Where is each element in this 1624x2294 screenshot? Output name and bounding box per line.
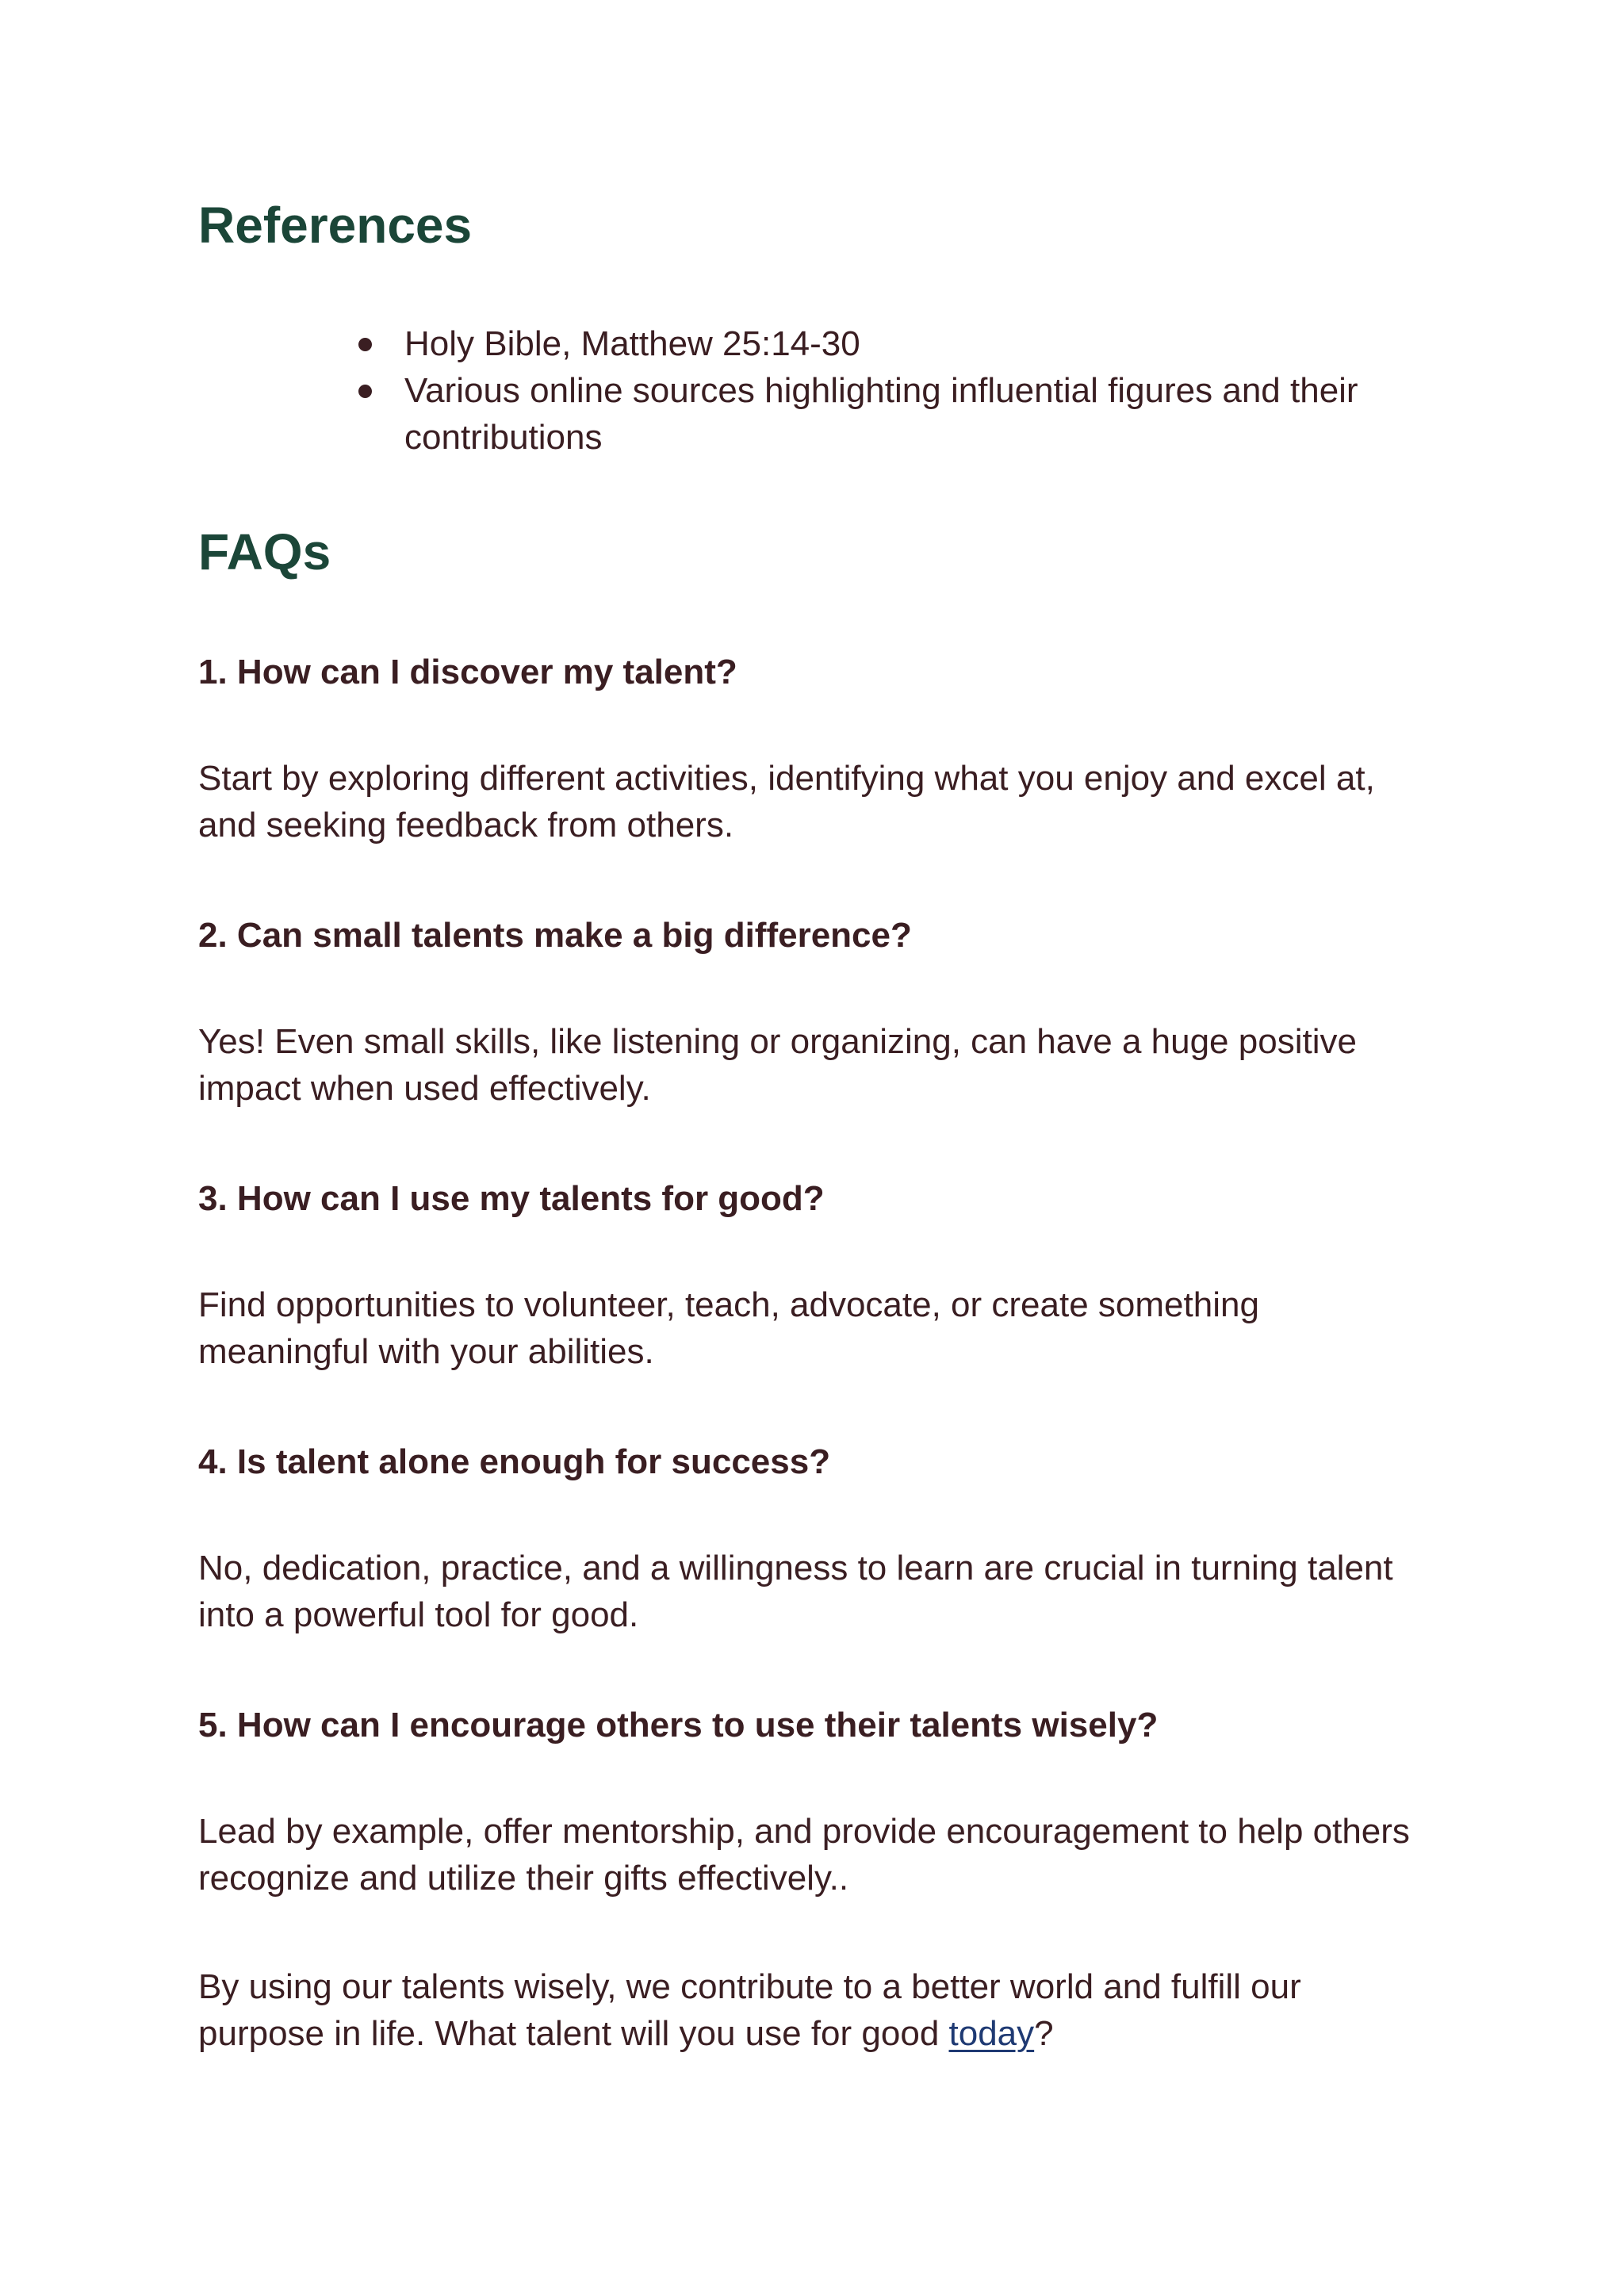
faqs-heading: FAQs (198, 523, 331, 580)
faq-answer-2: Yes! Even small skills, like listening or organizing, can have a huge positive impact when used effectively. (198, 1022, 1357, 1108)
faq-question-5: 5. How can I encourage others to use their talents wisely? (198, 1706, 1159, 1744)
faq-answer-3: Find opportunities to volunteer, teach, advocate, or create something meaningful with your abilities. (198, 1285, 1259, 1371)
bullet-icon (358, 338, 372, 351)
reference-item: Various online sources highlighting influential figures and their contributions (357, 367, 1388, 461)
reference-item: Holy Bible, Matthew 25:14-30 (357, 320, 1388, 367)
faq-answer-5: Lead by example, offer mentorship, and provide encouragement to help others recognize and utilize their gifts effectively.. (198, 1812, 1410, 1898)
faq-question-2: 2. Can small talents make a big difference? (198, 916, 912, 955)
faq-answer-1: Start by exploring different activities, identifying what you enjoy and excel at, and seeking feedback from others. (198, 759, 1375, 844)
references-list (357, 320, 1388, 461)
today-link[interactable]: today (948, 2014, 1035, 2053)
faq-question-1: 1. How can I discover my talent? (198, 653, 737, 691)
references-heading: References (198, 197, 473, 254)
faq-question-3: 3. How can I use my talents for good? (198, 1179, 825, 1218)
closing-paragraph: By using our talents wisely, we contribute to a better world and fulfill our purpose in life. What talent will you use for good today? (198, 1967, 1301, 2053)
faq-question-4: 4. Is talent alone enough for success? (198, 1442, 831, 1481)
bullet-icon (358, 385, 372, 398)
faq-answer-4: No, dedication, practice, and a willingness to learn are crucial in turning talent into a powerful tool for good. (198, 1549, 1393, 1634)
